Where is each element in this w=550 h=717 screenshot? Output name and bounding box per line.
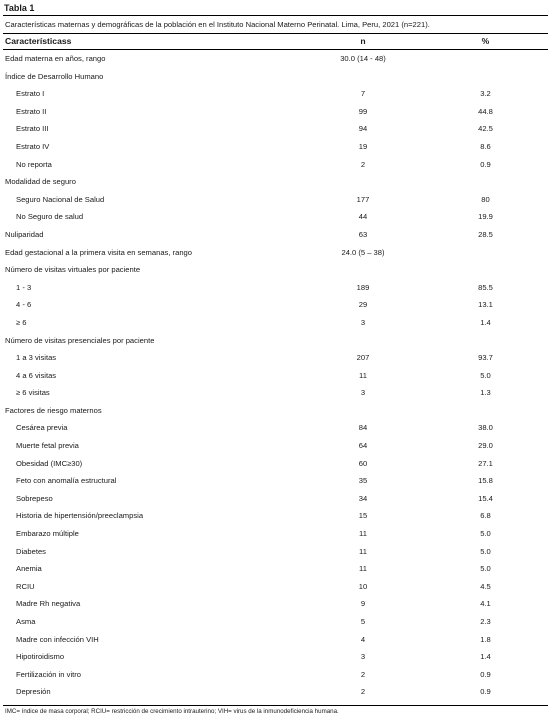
table-row [3,560,548,578]
table-row [3,50,548,68]
row-label: Embarazo múltiple [16,529,79,539]
row-n-value: 177 [356,194,370,204]
table-row [3,226,548,244]
row-n-value: 99 [358,106,368,116]
table-row [3,578,548,596]
row-pct-value [423,50,548,68]
table-row [3,507,548,525]
table-row [3,156,548,174]
row-pct-value: 5.0 [480,370,491,380]
table-row [3,437,548,455]
row-label: RCIU [16,581,35,591]
row-n-value: 207 [356,353,370,363]
row-pct-value: 1.3 [480,388,491,398]
row-n-value: 94 [358,124,368,134]
table-body [3,49,548,701]
row-label: Obesidad (IMC≥30) [16,458,83,468]
row-pct-value: 13.1 [478,300,493,310]
row-label: Estrato I [16,89,45,99]
row-n-value: 30.0 (14 - 48) [340,54,386,63]
row-label: Muerte fetal previa [16,441,79,451]
table-row [3,472,548,490]
table-row [3,261,548,279]
table-row [3,525,548,543]
table-row [3,543,548,561]
row-n-value: 19 [358,141,368,151]
row-pct-value: 15.8 [478,476,493,486]
table-row [3,191,548,209]
row-label: Índice de Desarrollo Humano [5,71,104,81]
row-label: Estrato III [16,124,49,134]
header-n: n [360,36,366,46]
table-row [3,349,548,367]
row-n-value [303,402,423,420]
table-row [3,173,548,191]
row-label: 1 - 3 [16,282,32,292]
row-label: Hipotiroidismo [16,652,65,662]
row-pct-value: 4.5 [480,581,491,591]
table-row [3,683,548,701]
row-n-value: 34 [358,493,368,503]
row-pct-value: 44.8 [478,106,493,116]
row-n-value [303,332,423,350]
table-row [3,296,548,314]
table-row [3,402,548,420]
row-n-value: 11 [359,529,367,539]
row-n-value: 64 [358,441,368,451]
table-row [3,384,548,402]
table-header-row [3,34,548,49]
row-label: Madre con infección VIH [16,634,99,644]
row-label: 4 a 6 visitas [16,370,57,380]
row-n-value: 3 [360,317,366,327]
row-label: Feto con anomalía estructural [16,476,117,486]
table-row [3,419,548,437]
row-pct-value [423,261,548,279]
row-pct-value: 80 [481,194,490,204]
row-pct-value: 29.0 [478,441,493,451]
table-row [3,631,548,649]
row-n-value: 11 [359,370,367,380]
row-pct-value: 28.5 [478,229,493,239]
row-pct-value [423,173,548,191]
row-n-value: 15 [358,511,368,521]
table-row [3,666,548,684]
row-label: Asma [16,617,36,626]
table-row [3,138,548,156]
row-label: Cesárea previa [16,423,68,433]
table-row [3,648,548,666]
row-n-value: 35 [358,476,368,486]
row-label: Anemia [16,564,42,574]
row-label: Nuliparidad [5,229,44,239]
row-n-value: 4 [360,634,366,644]
table-row [3,595,548,613]
row-label: Modalidad de seguro [5,177,76,187]
document-page [3,0,548,717]
row-label: Diabetes [16,546,46,556]
row-label: Seguro Nacional de Salud [16,194,105,204]
row-pct-value: 5.0 [480,529,491,539]
row-n-value: 63 [358,229,368,239]
row-pct-value: 8.6 [480,141,491,151]
row-label: Estrato II [16,106,47,116]
row-pct-value: 5.0 [480,564,491,574]
row-pct-value: 0.9 [480,687,491,697]
table-footnote: IMC= índice de masa corporal; RCIU= restricción de crecimiento intrauterino; VIH= virus de la inmunodeficiencia humana. [5,707,339,715]
table-row [3,208,548,226]
row-label: Edad gestacional a la primera visita en semanas, rango [5,247,192,257]
row-n-value: 2 [360,159,366,169]
table-row [3,244,548,262]
row-pct-value: 6.8 [480,511,491,521]
row-label: Fertilización in vitro [16,669,81,679]
table-row [3,85,548,103]
table-row [3,613,548,631]
table-row [3,455,548,473]
row-n-value: 10 [358,581,368,591]
table-row [3,314,548,332]
row-label: Depresión [16,687,51,697]
row-n-value: 9 [360,599,366,609]
row-label: Número de visitas presenciales por paciente [5,335,155,345]
row-n-value: 2 [360,687,366,697]
row-n-value [303,68,423,86]
row-pct-value [423,402,548,420]
row-label: No reporta [16,159,52,169]
row-pct-value: 1.8 [480,634,491,644]
table-row [3,490,548,508]
row-pct-value: 85.5 [478,282,493,292]
row-pct-value: 1.4 [480,317,491,327]
row-n-value: 7 [360,89,366,99]
row-label: Sobrepeso [16,493,53,503]
row-label: 1 a 3 visitas [16,353,57,363]
row-pct-value: 15.4 [478,493,493,503]
row-n-value: 189 [356,282,370,292]
row-label: ≥ 6 visitas [16,388,50,398]
table-row [3,120,548,138]
table-label: Tabla 1 [4,3,35,13]
row-n-value: 84 [358,423,368,433]
row-n-value: 5 [360,617,366,626]
row-pct-value [423,332,548,350]
row-n-value: 2 [360,669,366,679]
row-label: Edad materna en años, rango [5,54,106,63]
row-label: Estrato IV [16,141,50,151]
table-row [3,68,548,86]
row-pct-value: 0.9 [480,669,491,679]
table-row [3,367,548,385]
row-n-value: 11 [359,564,367,574]
row-pct-value: 5.0 [480,546,491,556]
row-label: ≥ 6 [16,317,27,327]
table-row [3,279,548,297]
row-n-value: 44 [358,212,368,222]
row-pct-value [423,244,548,262]
table-caption: Características maternas y demográficas de la población en el Instituto Nacional Materno Perinatal. Lima, Peru, 2021 (n=221). [5,20,430,29]
header-characteristic: Característicass [5,36,72,46]
row-label: Historia de hipertensión/preeclampsia [16,511,144,521]
row-n-value [303,173,423,191]
row-pct-value: 3.2 [480,89,491,99]
row-n-value: 29 [358,300,368,310]
row-pct-value: 27.1 [478,458,493,468]
row-label: Número de visitas virtuales por paciente [5,265,141,275]
row-pct-value: 4.1 [480,599,491,609]
table-row [3,103,548,121]
row-n-value: 60 [358,458,368,468]
row-pct-value: 93.7 [478,353,493,363]
row-pct-value: 42.5 [478,124,493,134]
header-pct: % [481,36,490,46]
row-n-value: 3 [360,652,366,662]
row-n-value: 11 [359,546,367,556]
row-pct-value: 1.4 [480,652,491,662]
row-label: Madre Rh negativa [16,599,81,609]
row-label: Factores de riesgo maternos [5,405,102,415]
row-n-value: 24.0 (5 – 38) [341,247,385,257]
row-pct-value: 38.0 [478,423,493,433]
row-pct-value: 0.9 [480,159,491,169]
table-row [3,332,548,350]
row-n-value: 3 [360,388,366,398]
row-pct-value: 19.9 [478,212,493,222]
row-label: No Seguro de salud [16,212,84,222]
row-pct-value: 2.3 [480,617,491,626]
row-pct-value [423,68,548,86]
row-n-value [303,261,423,279]
row-label: 4 - 6 [16,300,32,310]
